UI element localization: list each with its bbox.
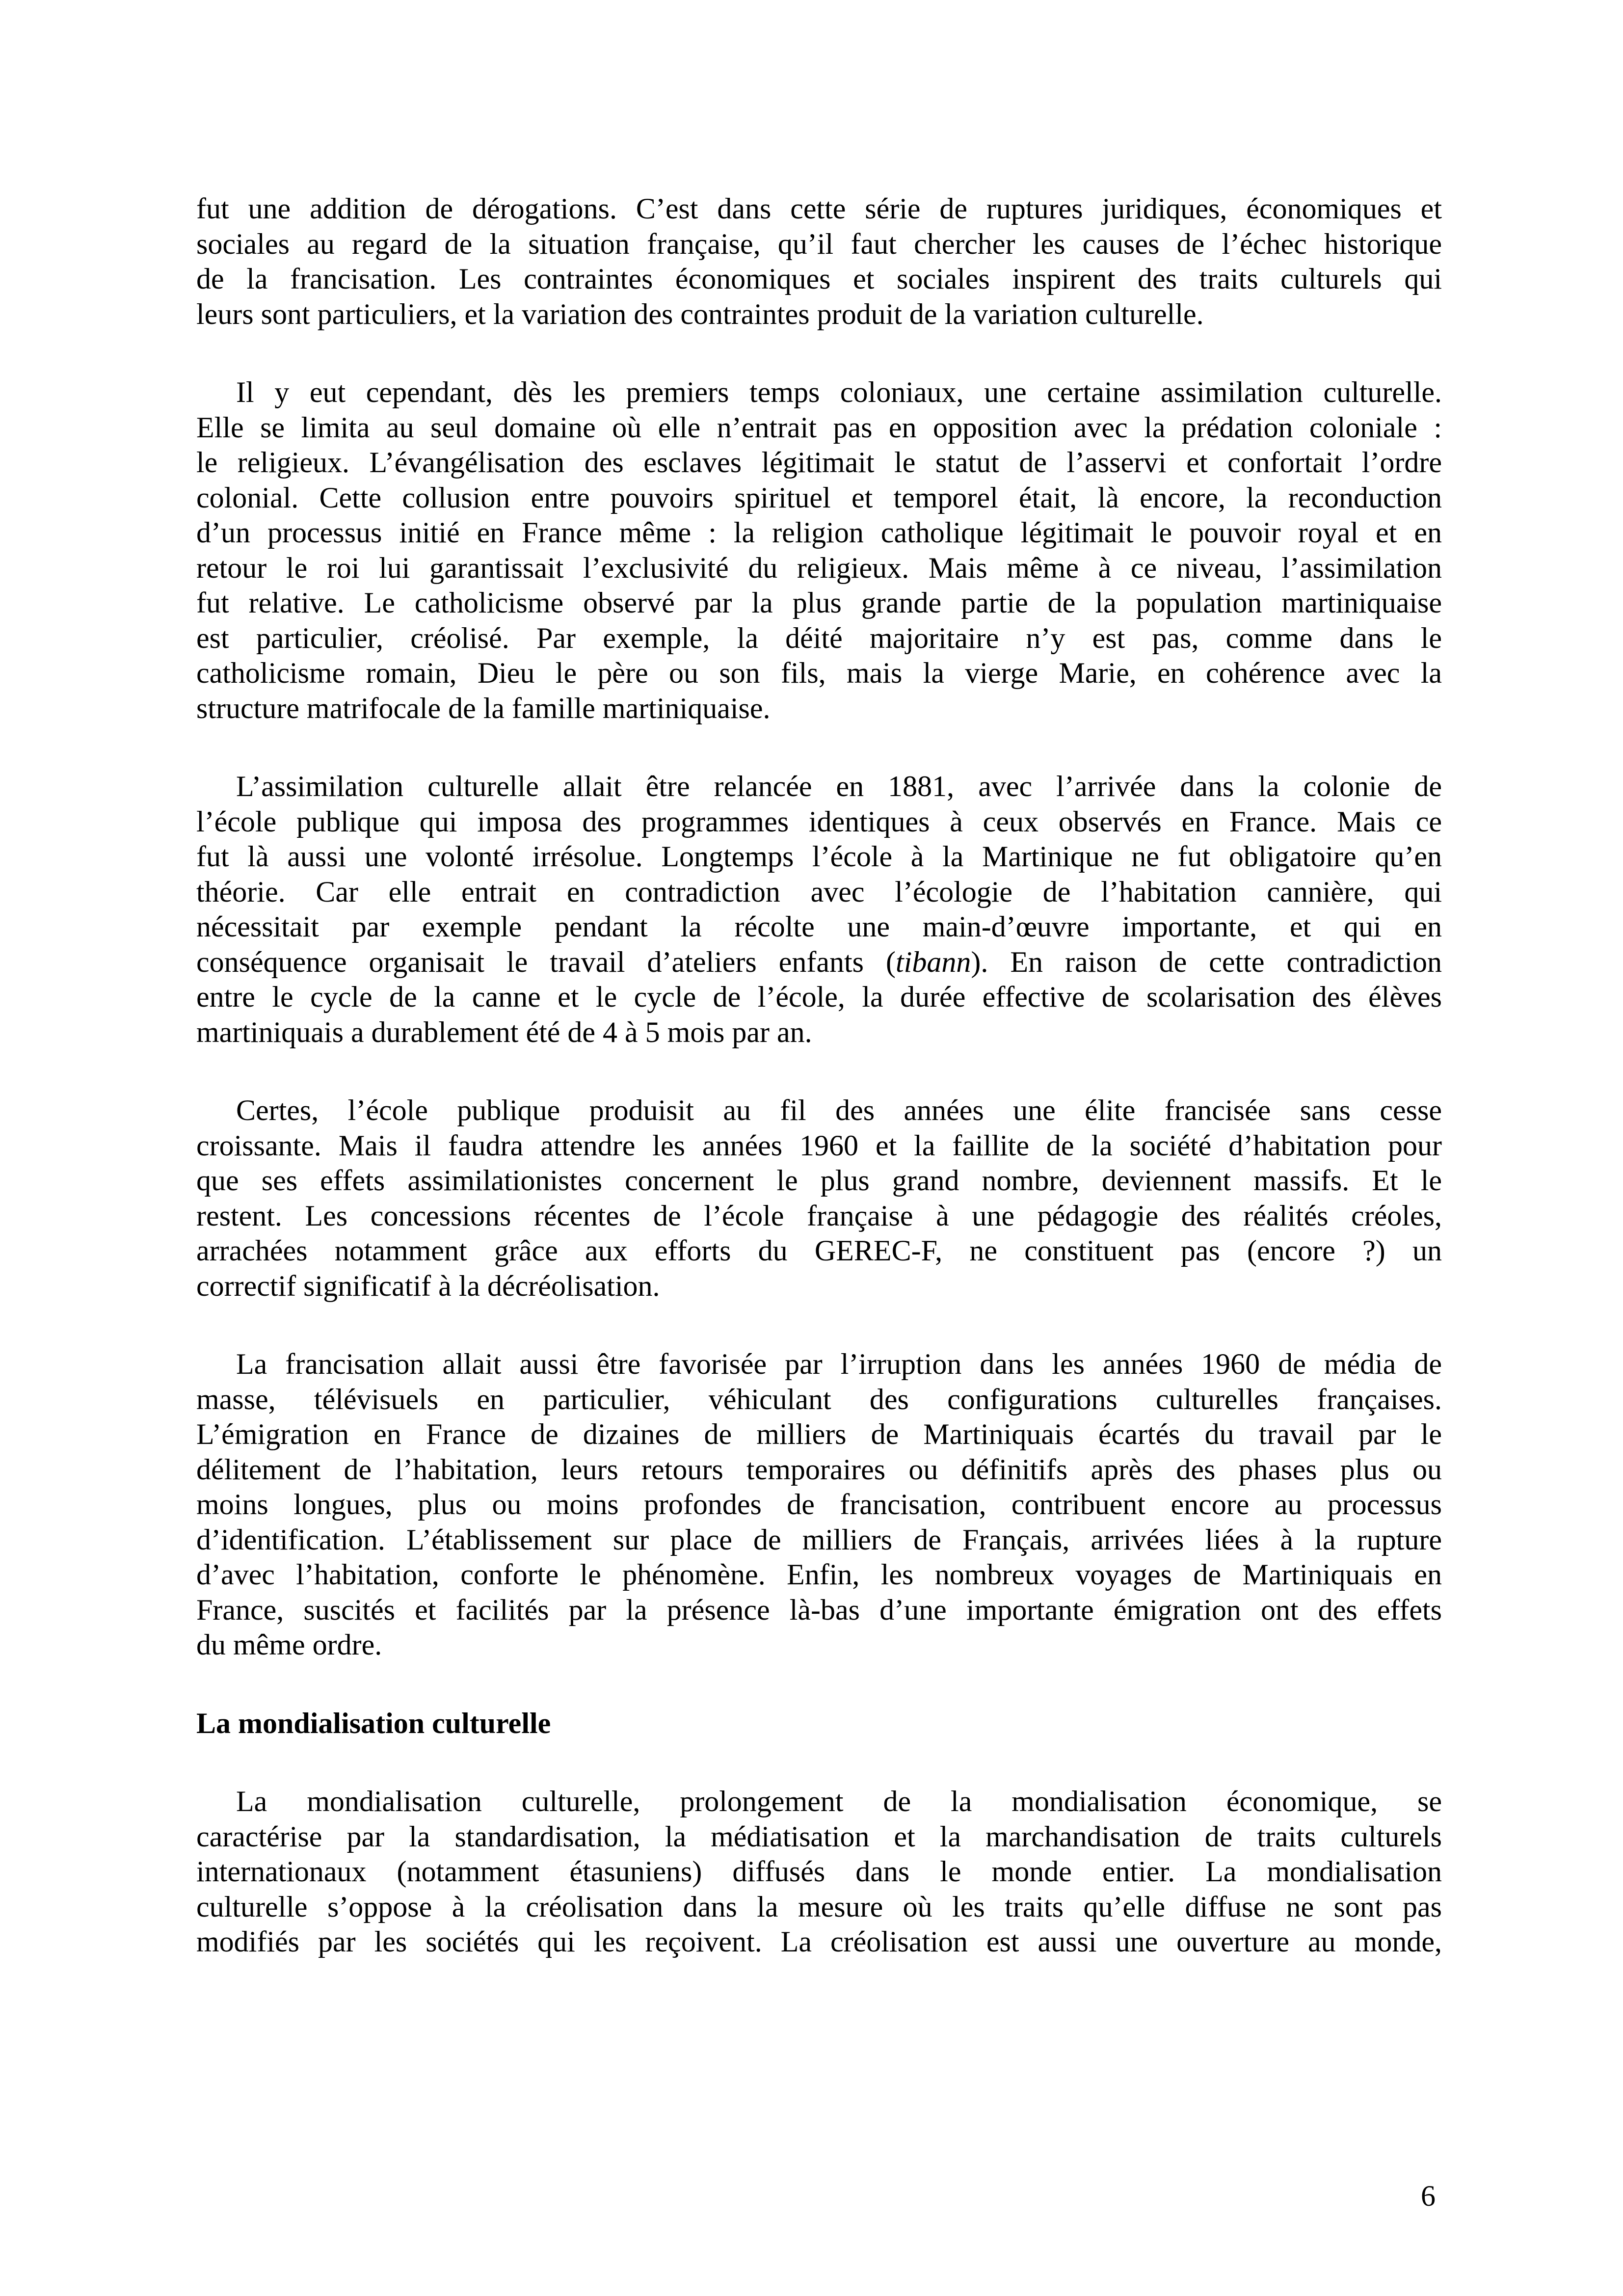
- text-line: caractérise par la standardisation, la médiatisation et la marchandisation de traits culturels: [196, 1820, 1442, 1853]
- text-line: internationaux (notamment étasuniens) diffusés dans le monde entier. La mondialisation: [196, 1855, 1442, 1888]
- text-line: d’un processus initié en France même : la religion catholique légitimait le pouvoir royal et en: [196, 516, 1442, 549]
- text-line: moins longues, plus ou moins profondes de francisation, contribuent encore au processus: [196, 1488, 1442, 1521]
- text-line: est particulier, créolisé. Par exemple, la déité majoritaire n’y est pas, comme dans le: [196, 621, 1442, 654]
- text-line: fut une addition de dérogations. C’est dans cette série de ruptures juridiques, économiques et: [196, 192, 1442, 225]
- text-line: La francisation allait aussi être favorisée par l’irruption dans les années 1960 de média de: [236, 1348, 1442, 1380]
- text-line: catholicisme romain, Dieu le père ou son fils, mais la vierge Marie, en cohérence avec la: [196, 657, 1442, 689]
- text-line: nécessitait par exemple pendant la récolte une main-d’œuvre importante, et qui en: [196, 910, 1442, 943]
- text-line: théorie. Car elle entrait en contradiction avec l’écologie de l’habitation cannière, qui: [196, 875, 1442, 908]
- text-line: d’avec l’habitation, conforte le phénomène. Enfin, les nombreux voyages de Martiniquais en: [196, 1558, 1442, 1591]
- page-number: 6: [1421, 2180, 1436, 2212]
- text-line: croissante. Mais il faudra attendre les années 1960 et la faillite de la société d’habitation pour: [196, 1129, 1442, 1162]
- text-line: France, suscités et facilités par la présence là-bas d’une importante émigration ont des effets: [196, 1593, 1442, 1626]
- text-line: martiniquais a durablement été de 4 à 5 mois par an.: [196, 1015, 812, 1048]
- text-line: correctif significatif à la décréolisation.: [196, 1269, 660, 1302]
- text-line: conséquence organisait le travail d’ateliers enfants (tibann). En raison de cette contradiction: [196, 945, 1442, 978]
- text-line: restent. Les concessions récentes de l’école française à une pédagogie des réalités créoles,: [196, 1199, 1442, 1232]
- text-line: L’assimilation culturelle allait être relancée en 1881, avec l’arrivée dans la colonie de: [236, 770, 1442, 802]
- paragraphs: [196, 191, 1442, 1663]
- text-line: fut relative. Le catholicisme observé par la plus grande partie de la population martiniquaise: [196, 587, 1442, 619]
- text-line: le religieux. L’évangélisation des esclaves légitimait le statut de l’asservi et confortait l’ordre: [196, 446, 1442, 479]
- text-line: L’émigration en France de dizaines de milliers de Martiniquais écartés du travail par le: [196, 1418, 1442, 1450]
- text-line: Certes, l’école publique produisit au fil des années une élite francisée sans cesse: [236, 1094, 1442, 1126]
- text-line: masse, télévisuels en particulier, véhiculant des configurations culturelles françaises.: [196, 1383, 1442, 1415]
- text-line: arrachées notamment grâce aux efforts du GEREC-F, ne constituent pas (encore ?) un: [196, 1234, 1442, 1267]
- text-line: leurs sont particuliers, et la variation des contraintes produit de la variation culturelle.: [196, 297, 1204, 330]
- text-line: que ses effets assimilationistes concernent le plus grand nombre, deviennent massifs. Et le: [196, 1164, 1442, 1197]
- text-line: fut là aussi une volonté irrésolue. Longtemps l’école à la Martinique ne fut obligatoire qu’en: [196, 840, 1442, 873]
- text-line: structure matrifocale de la famille martiniquaise.: [196, 692, 771, 724]
- paragraph: [196, 1347, 1442, 1663]
- paragraph-final: [196, 1784, 1442, 1960]
- text-line: délitement de l’habitation, leurs retours temporaires ou définitifs après des phases plus ou: [196, 1453, 1442, 1486]
- text-line: La mondialisation culturelle, prolongement de la mondialisation économique, se: [236, 1785, 1442, 1817]
- text-line: sociales au regard de la situation française, qu’il faut chercher les causes de l’échec historique: [196, 227, 1442, 260]
- text-line: modifiés par les sociétés qui les reçoivent. La créolisation est aussi une ouverture au monde,: [196, 1925, 1442, 1958]
- text-line: Il y eut cependant, dès les premiers temps coloniaux, une certaine assimilation culturelle.: [236, 376, 1442, 408]
- text-line: culturelle s’oppose à la créolisation dans la mesure où les traits qu’elle diffuse ne sont pas: [196, 1890, 1442, 1923]
- italic-term: tibann: [896, 945, 971, 978]
- text-line: l’école publique qui imposa des programmes identiques à ceux observés en France. Mais ce: [196, 805, 1442, 838]
- paragraph: [196, 1093, 1442, 1304]
- text-line: entre le cycle de la canne et le cycle de l’école, la durée effective de scolarisation des élèves: [196, 981, 1442, 1013]
- text-line: Elle se limita au seul domaine où elle n’entrait pas en opposition avec la prédation coloniale :: [196, 411, 1442, 444]
- paragraph: [196, 191, 1442, 332]
- paragraph: [196, 375, 1442, 726]
- paragraph: [196, 769, 1442, 1050]
- text-line: retour le roi lui garantissait l’exclusivité du religieux. Mais même à ce niveau, l’assimilation: [196, 551, 1442, 584]
- document-body: [196, 191, 1442, 2003]
- text-line: d’identification. L’établissement sur place de milliers de Français, arrivées liées à la rupture: [196, 1523, 1442, 1556]
- text-line: du même ordre.: [196, 1629, 382, 1661]
- text-line: de la francisation. Les contraintes économiques et sociales inspirent des traits culturels qui: [196, 263, 1442, 295]
- text-line: colonial. Cette collusion entre pouvoirs spirituel et temporel était, là encore, la reconduction: [196, 481, 1442, 514]
- section-heading: La mondialisation culturelle: [196, 1707, 551, 1739]
